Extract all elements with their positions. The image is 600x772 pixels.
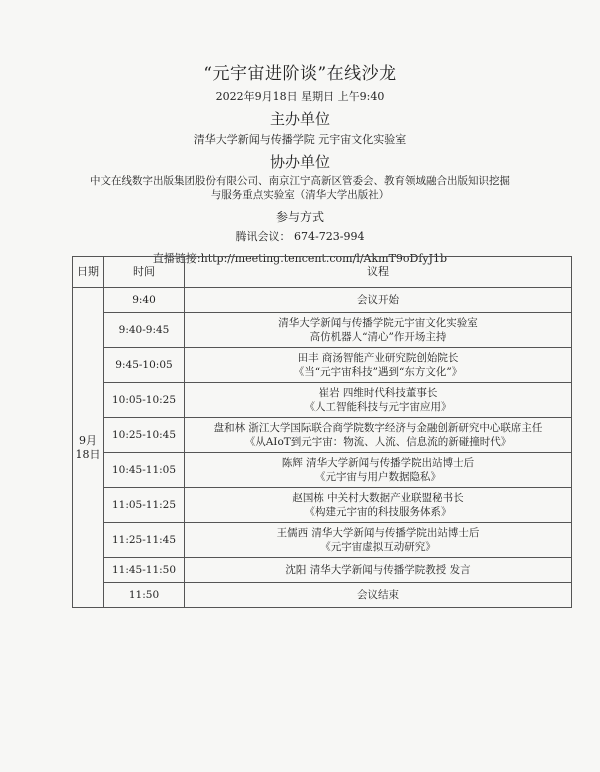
agenda-cell: [185, 288, 572, 313]
agenda-line: 清华大学新闻与传播学院元宇宙文化实验室: [278, 317, 478, 329]
time-cell: 11:25-11:45: [104, 523, 185, 558]
agenda-cell: [185, 453, 572, 488]
agenda-line: 《人工智能科技与元宇宙应用》: [304, 401, 452, 413]
host-heading: 主办单位: [269, 110, 330, 128]
day-cell: 9月18日: [73, 288, 104, 608]
time-cell: 10:05-10:25: [104, 383, 185, 418]
agenda-line: 会议结束: [357, 589, 399, 601]
time-cell: 11:45-11:50: [104, 558, 185, 583]
agenda-cell: [185, 348, 572, 383]
agenda-cell: [185, 583, 572, 608]
participation-heading: 参与方式: [275, 210, 324, 224]
table-row: [73, 583, 572, 608]
agenda-cell: [185, 558, 572, 583]
table-row: [73, 453, 572, 488]
agenda-line: 陈辉 清华大学新闻与传播学院出站博士后: [281, 457, 475, 469]
co-host-organizers: [0, 174, 600, 202]
live-link[interactable]: 直播链接:http://meeting.tencent.com/l/AkmT9oDfyJ1b: [152, 252, 448, 265]
table-row: [73, 348, 572, 383]
co-host-line-1: 中文在线数字出版集团股份有限公司、南京江宁高新区管委会、教育领域融合出版知识挖掘: [90, 175, 510, 187]
agenda-cell: [185, 523, 572, 558]
agenda-cell: [185, 383, 572, 418]
table-row: [73, 383, 572, 418]
agenda-line: 高仿机器人“清心”作开场主持: [309, 331, 447, 343]
agenda-line: 《构建元宇宙的科技服务体系》: [304, 506, 452, 518]
document-header: [0, 62, 600, 267]
header-time: 时间: [104, 257, 185, 288]
time-cell: 10:45-11:05: [104, 453, 185, 488]
agenda-cell: [185, 418, 572, 453]
table-row: [73, 488, 572, 523]
time-cell: 9:40: [104, 288, 185, 313]
agenda-line: 沈阳 清华大学新闻与传播学院教授 发言: [285, 564, 471, 576]
time-cell: 9:40-9:45: [104, 313, 185, 348]
agenda-line: 《元宇宙虚拟互动研究》: [320, 541, 436, 553]
time-cell: 10:25-10:45: [104, 418, 185, 453]
agenda-table: [72, 256, 572, 608]
table-row: [73, 558, 572, 583]
table-row: [73, 523, 572, 558]
table-header-row: [73, 257, 572, 288]
host-organizer: 清华大学新闻与传播学院 元宇宙文化实验室: [193, 133, 407, 146]
agenda-line: 会议开始: [357, 294, 399, 306]
page-title: “元宇宙进阶谈”在线沙龙: [203, 64, 397, 84]
agenda-line: 盘和林 浙江大学国际联合商学院数字经济与金融创新研究中心联席主任: [213, 422, 543, 434]
co-host-line-2: 与服务重点实验室（清华大学出版社）: [210, 189, 390, 201]
meeting-id: 腾讯会议： 674-723-994: [235, 230, 365, 243]
agenda-line: 崔岩 四维时代科技董事长: [318, 387, 438, 399]
table-row: [73, 288, 572, 313]
agenda-line: 赵国栋 中关村大数据产业联盟秘书长: [292, 492, 464, 504]
table-row: [73, 313, 572, 348]
table-row: [73, 418, 572, 453]
header-date: 日期: [73, 257, 104, 288]
agenda-line: 《元宇宙与用户数据隐私》: [315, 471, 441, 483]
time-cell: 9:45-10:05: [104, 348, 185, 383]
agenda-cell: [185, 488, 572, 523]
time-cell: 11:05-11:25: [104, 488, 185, 523]
co-host-heading: 协办单位: [269, 153, 330, 171]
agenda-line: 田丰 商汤智能产业研究院创始院长: [297, 352, 459, 364]
header-agenda: 议程: [185, 257, 572, 288]
time-cell: 11:50: [104, 583, 185, 608]
event-date: 2022年9月18日 星期日 上午9:40: [215, 90, 385, 103]
agenda-cell: [185, 313, 572, 348]
agenda-line: 王儒西 清华大学新闻与传播学院出站博士后: [276, 527, 480, 539]
agenda-line: 《从AIoT到元宇宙：物流、人流、信息流的新碰撞时代》: [244, 436, 512, 448]
agenda-line: 《当“元宇宙科技”遇到“东方文化”》: [293, 366, 463, 378]
